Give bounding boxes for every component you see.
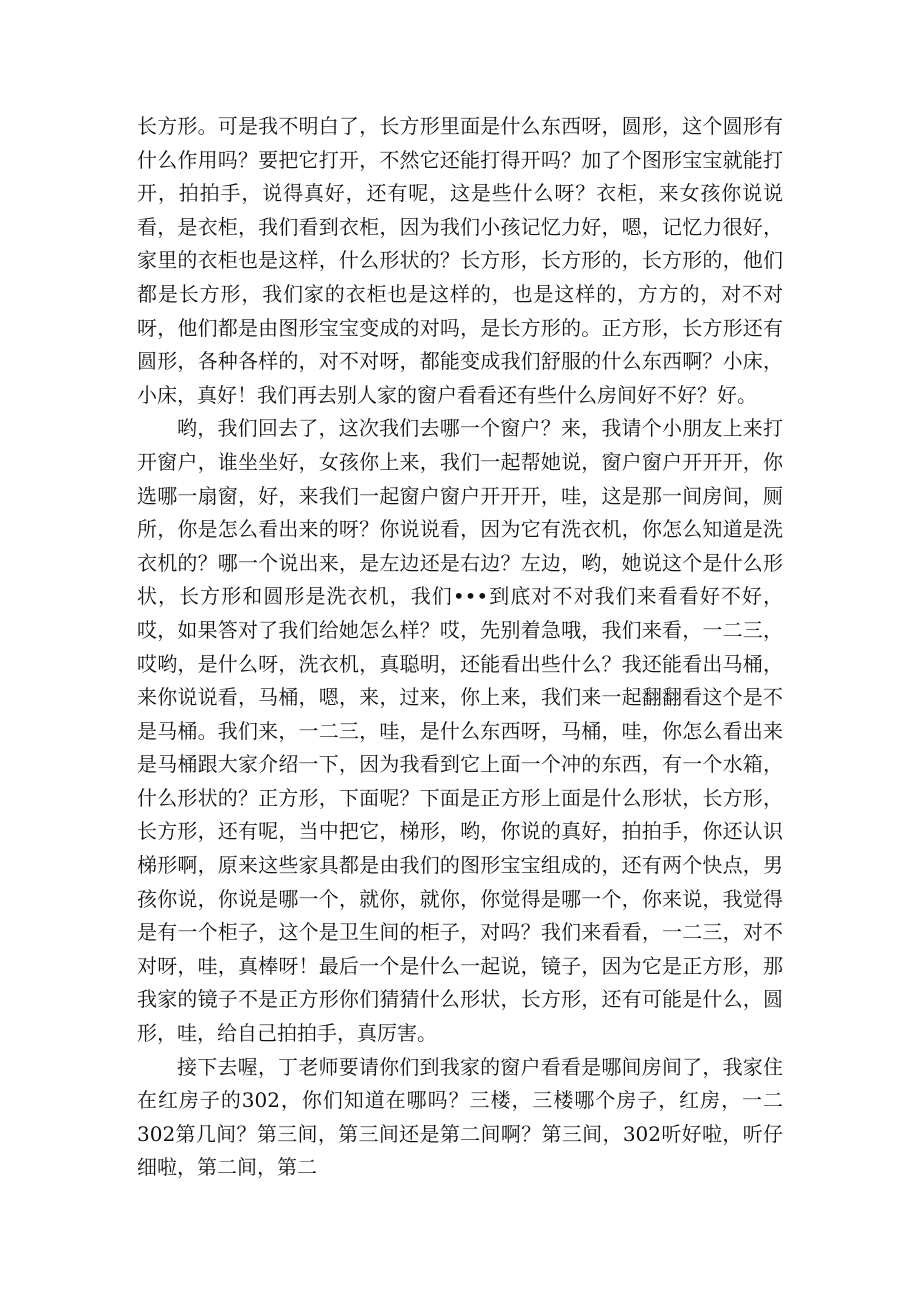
paragraph-2: 哟，我们回去了，这次我们去哪一个窗户？来，我请个小朋友上来打开窗户，谁坐坐好，女孩你上来，我们一起帮她说，窗户窗户开开开，你选哪一扇窗，好，来我们一起窗户窗户开开开，哇，这是那一间房间，厕所，你是怎么看出来的呀？你说说看，因为它有洗衣机，你怎么知道是洗衣机的？哪一个说出来，是左边还是右边？左边，哟，她说这个是什么形状，长方形和圆形是洗衣机，我们•••到底对不对我们来看看好不好，哎，如果答对了我们给她怎么样？哎，先别着急哦，我们来看，一二三，哎哟，是什么呀，洗衣机，真聪明，还能看出些什么？我还能看出马桶，来你说说看，马桶，嗯，来，过来，你上来，我们来一起翻翻看这个是不是马桶。我们来，一二三，哇，是什么东西呀，马桶，哇，你怎么看出来是马桶跟大家介绍一下，因为我看到它上面一个冲的东西，有一个水箱，什么形状的？正方形，下面呢？下面是正方形上面是什么形状，长方形，长方形，还有呢，当中把它，梯形，哟，你说的真好，拍拍手，你还认识梯形啊，原来这些家具都是由我们的图形宝宝组成的，还有两个快点，男孩你说，你说是哪一个，就你，就你，你觉得是哪一个，你来说，我觉得是有一个柜子，这个是卫生间的柜子，对吗？我们来看看，一二三，对不对呀，哇，真棒呀！最后一个是什么一起说，镜子，因为它是正方形，那我家的镜子不是正方形你们猜猜什么形状，长方形，还有可能是什么，圆形，哇，给自己拍拍手，真厉害。 xyxy=(137,416,783,1046)
paragraph-3: 接下去喔，丁老师要请你们到我家的窗户看看是哪间房间了，我家住在红房子的302，你们知道在哪吗？三楼，三楼哪个房子，红房，一二302第几间？第三间，第三间还是第二间啊？第三间，302听好啦，听仔细啦，第二间，第二 xyxy=(137,1054,783,1180)
document-body xyxy=(137,110,783,1185)
paragraph-1: 长方形。可是我不明白了，长方形里面是什么东西呀，圆形，这个圆形有什么作用吗？要把它打开，不然它还能打得开吗？加了个图形宝宝就能打开，拍拍手，说得真好，还有呢，这是些什么呀？衣柜，来女孩你说说看，是衣柜，我们看到衣柜，因为我们小孩记忆力好，嗯，记忆力很好，家里的衣柜也是这样，什么形状的？长方形，长方形的，长方形的，他们都是长方形，我们家的衣柜也是这样的，也是这样的，方方的，对不对呀，他们都是由图形宝宝变成的对吗，是长方形的。正方形，长方形还有圆形，各种各样的，对不对呀，都能变成我们舒服的什么东西啊？小床，小床，真好！我们再去别人家的窗户看看还有些什么房间好不好？好。 xyxy=(137,114,783,407)
